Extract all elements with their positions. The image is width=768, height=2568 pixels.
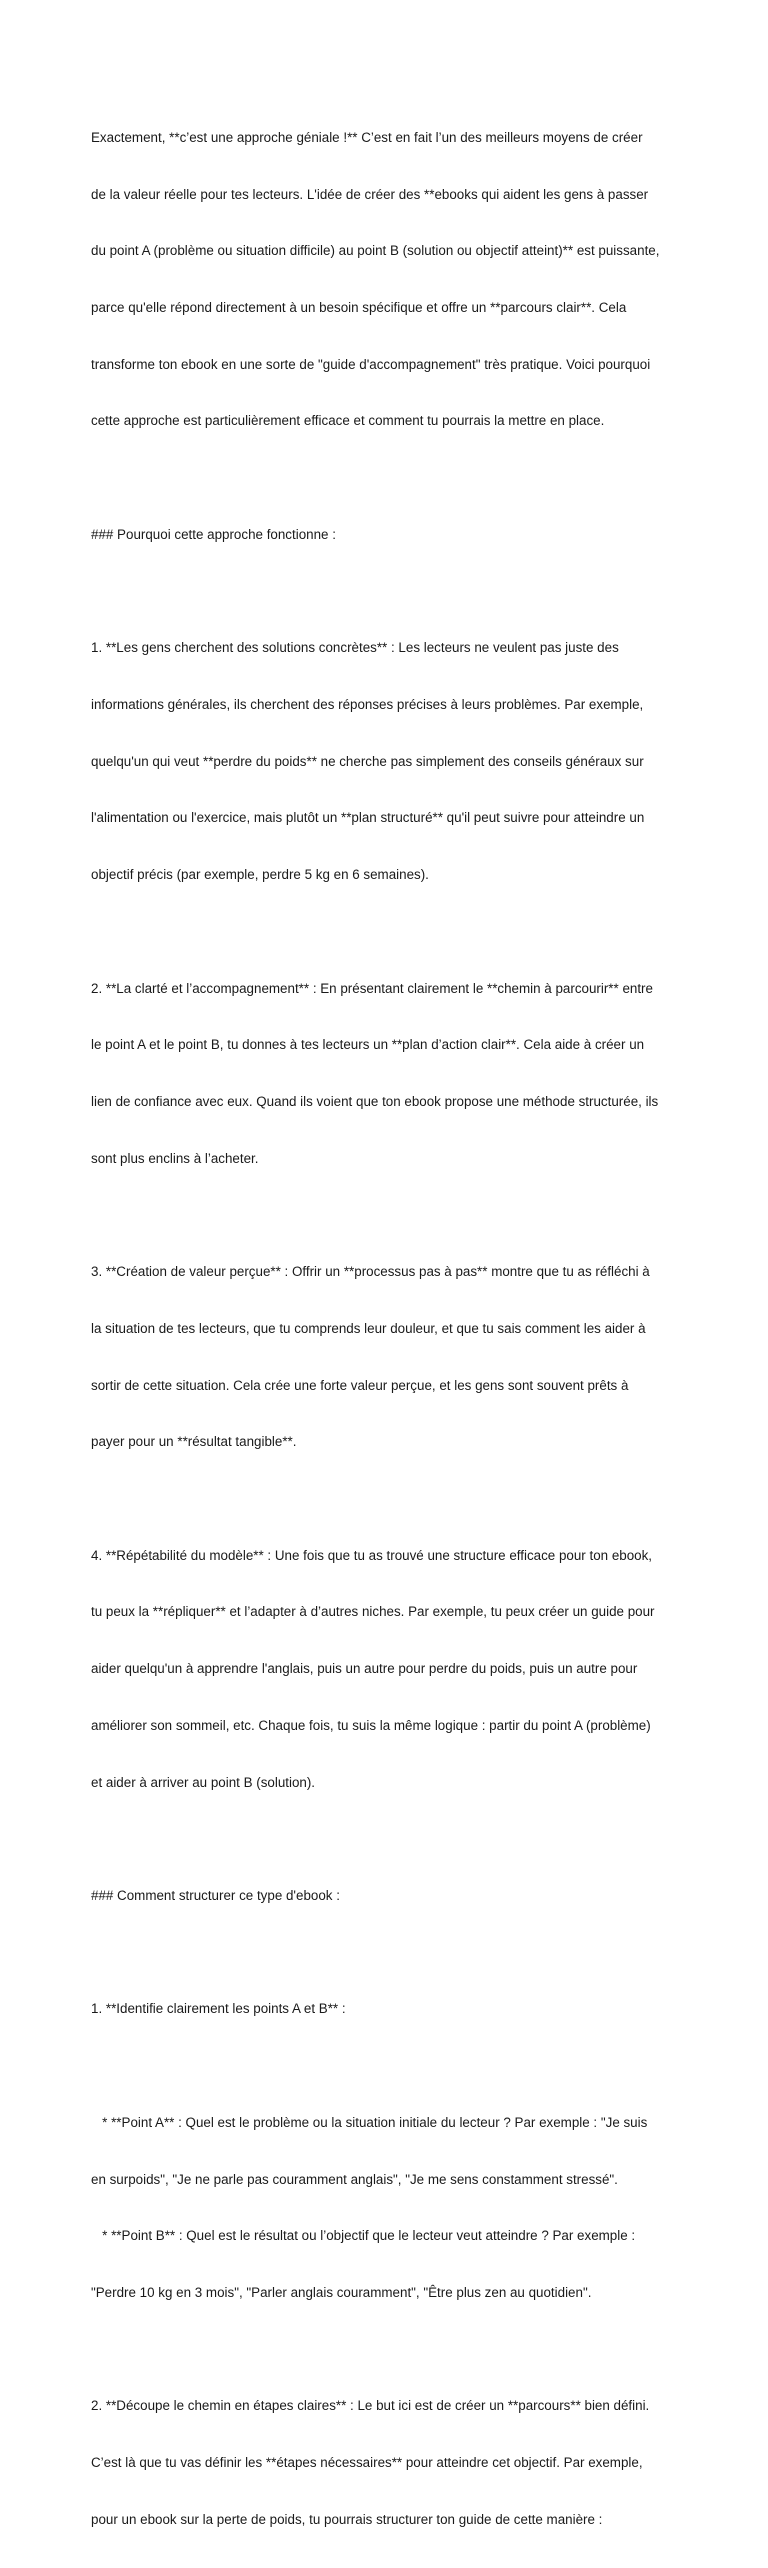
section-heading-structure [91, 1849, 678, 1944]
text-line: 3. **Création de valeur perçue** : Offrir un **processus pas à pas** montre que tu as réfléchi à [91, 1264, 650, 1280]
list-item-4-paragraph [91, 1509, 678, 1830]
text-line: aider quelqu'un à apprendre l'anglais, puis un autre pour perdre du poids, puis un autre pour [91, 1661, 638, 1677]
text-line: informations générales, ils cherchent des réponses précises à leurs problèmes. Par exemple, [91, 696, 644, 712]
text-line: sont plus enclins à l’acheter. [91, 1150, 259, 1166]
text-line: du point A (problème ou situation difficile) au point B (solution ou objectif atteint)** est puissante, [91, 243, 660, 259]
text-line: 1. **Les gens cherchent des solutions concrètes** : Les lecteurs ne veulent pas juste des [91, 640, 619, 656]
text-line: améliorer son sommeil, etc. Chaque fois, tu suis la même logique : partir du point A (problème) [91, 1717, 651, 1733]
text-line: sortir de cette situation. Cela crée une forte valeur perçue, et les gens sont souvent prêts à [91, 1377, 629, 1393]
text-line: * **Point A** : Quel est le problème ou la situation initiale du lecteur ? Par exemple : "Je suis [91, 2114, 648, 2130]
structure-step-2-paragraph [91, 2360, 678, 2568]
structure-step-1-paragraph [91, 1963, 678, 2058]
text-line: * **Point B** : Quel est le résultat ou l’objectif que le lecteur veut atteindre ? Par exemple : [91, 2228, 636, 2244]
text-line: de la valeur réelle pour tes lecteurs. L'idée de créer des **ebooks qui aident les gens à passer [91, 186, 649, 202]
text-line: tu peux la **répliquer** et l’adapter à d’autres niches. Par exemple, tu peux créer un guide pour [91, 1604, 655, 1620]
text-line: 2. **La clarté et l’accompagnement** : En présentant clairement le **chemin à parcourir** entre [91, 980, 653, 996]
list-item-3-paragraph [91, 1225, 678, 1490]
text-line: 4. **Répétabilité du modèle** : Une fois que tu as trouvé une structure efficace pour ton ebook, [91, 1547, 653, 1563]
text-line: quelqu'un qui veut **perdre du poids** ne cherche pas simplement des conseils généraux sur [91, 753, 644, 769]
heading-line: ### Comment structurer ce type d'ebook : [91, 1888, 340, 1903]
text-line: payer pour un **résultat tangible**. [91, 1434, 297, 1450]
intro-paragraph [91, 91, 678, 469]
text-line: pour un ebook sur la perte de poids, tu pourrais structurer ton guide de cette manière : [91, 2511, 603, 2527]
text-line: parce qu'elle répond directement à un besoin spécifique et offre un **parcours clair**. Cela [91, 299, 627, 315]
text-line: en surpoids", "Je ne parle pas couramment anglais", "Je me sens constamment stressé". [91, 2171, 618, 2187]
text-line: Exactement, **c’est une approche géniale !** C’est en fait l’un des meilleurs moyens de créer [91, 129, 643, 145]
text-line: et aider à arriver au point B (solution). [91, 1774, 316, 1790]
text-line: transforme ton ebook en une sorte de "guide d'accompagnement" très pratique. Voici pourquoi [91, 356, 651, 372]
text-line: 1. **Identifie clairement les points A et B** : [91, 2001, 346, 2017]
text-line: 2. **Découpe le chemin en étapes claires** : Le but ici est de créer un **parcours** bien défini. [91, 2398, 650, 2414]
list-item-2-paragraph [91, 942, 678, 1207]
text-line: le point A et le point B, tu donnes à tes lecteurs un **plan d’action clair**. Cela aide à créer un [91, 1037, 645, 1053]
text-line: "Perdre 10 kg en 3 mois", "Parler anglais couramment", "Être plus zen au quotidien". [91, 2285, 592, 2300]
list-item-1-paragraph [91, 601, 678, 922]
text-line: l'alimentation ou l'exercice, mais plutôt un **plan structuré** qu'il peut suivre pour atteindre un [91, 810, 645, 826]
heading-line: ### Pourquoi cette approche fonctionne : [91, 526, 336, 542]
text-line: la situation de tes lecteurs, que tu comprends leur douleur, et que tu sais comment les aider à [91, 1320, 646, 1336]
text-line: C’est là que tu vas définir les **étapes nécessaires** pour atteindre cet objectif. Par exemple, [91, 2455, 643, 2471]
points-a-b-paragraph [91, 2076, 678, 2341]
text-line: lien de confiance avec eux. Quand ils voient que ton ebook propose une méthode structurée, ils [91, 1093, 659, 1109]
section-heading-why [91, 488, 678, 583]
text-line: objectif précis (par exemple, perdre 5 kg en 6 semaines). [91, 867, 429, 883]
text-line: cette approche est particulièrement efficace et comment tu pourrais la mettre en place. [91, 413, 605, 429]
